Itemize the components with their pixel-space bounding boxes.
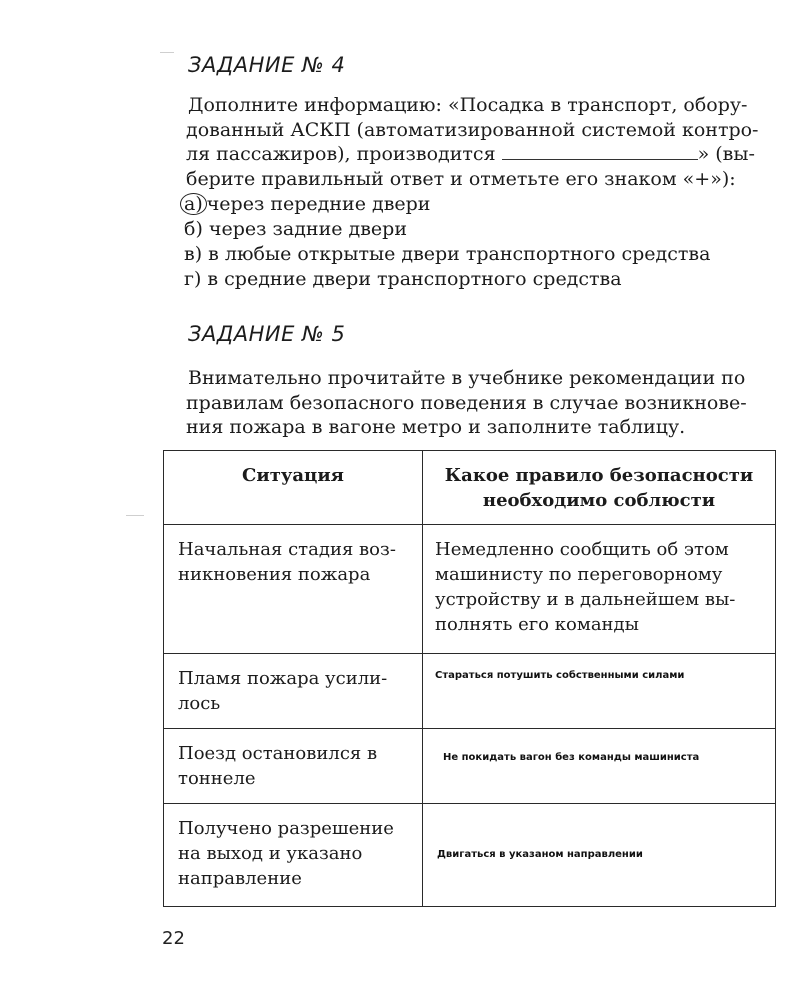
situation-cell: Получено разрешение на выход и указано направление (164, 804, 423, 907)
task5-text (186, 366, 778, 440)
option-c[interactable] (184, 242, 710, 267)
option-b-letter: б) (184, 218, 203, 240)
task4-line-3-end: » (вы- (697, 143, 755, 165)
option-d-text: в средние двери транспортного средства (207, 268, 622, 290)
table-row (164, 525, 776, 654)
task5-line-1: Внимательно прочитайте в учебнике рекомендации по (188, 367, 746, 389)
task4-line-1: Дополните информацию: «Посадка в транспорт, обору- (188, 94, 748, 116)
answer-cell[interactable]: Стараться потушить собственными силами (423, 654, 776, 729)
task4-line-3 (186, 142, 778, 167)
option-b[interactable] (184, 217, 710, 242)
table-row (164, 729, 776, 804)
situation-cell: Пламя пожара усили-лось (164, 654, 423, 729)
answer-cell[interactable]: Двигаться в указаном направлении (423, 804, 776, 907)
option-d[interactable] (184, 267, 710, 292)
option-a[interactable] (184, 192, 710, 217)
task4-line-4: берите правильный ответ и отметьте его знаком «+»): (186, 167, 736, 190)
situation-cell: Начальная стадия воз-никновения пожара (164, 525, 423, 654)
option-a-letter-circled: а) (180, 193, 207, 215)
task5-line-2: правилам безопасного поведения в случае возникнове- (186, 391, 747, 414)
task4-line-2: дованный АСКП (автоматизированной системой контро- (186, 118, 759, 141)
table-row (164, 804, 776, 907)
option-d-letter: г) (184, 268, 202, 290)
safety-rules-table (163, 450, 776, 907)
task5-line-3: ния пожара в вагоне метро и заполните таблицу. (186, 416, 686, 438)
task4-heading: ЗАДАНИЕ № 4 (188, 53, 346, 77)
task5-heading: ЗАДАНИЕ № 5 (188, 322, 346, 346)
header-rule: Какое правило безопасности необходимо соблюсти (423, 451, 776, 525)
rule-cell: Немедленно сообщить об этом машинисту по переговорному устройству и в дальнейшем вы-полнять его команды (423, 525, 776, 654)
page-number: 22 (162, 928, 185, 949)
option-c-text: в любые открытые двери транспортного средства (208, 243, 711, 265)
header-situation: Ситуация (164, 451, 423, 525)
task4-line-3-start: ля пассажиров), производится (186, 143, 496, 165)
answer-cell[interactable]: Не покидать вагон без команды машиниста (423, 729, 776, 804)
answer-blank (502, 143, 698, 160)
table-header-row (164, 451, 776, 525)
option-a-text: через передние двери (206, 193, 431, 215)
table-row (164, 654, 776, 729)
task4-options (184, 192, 710, 292)
option-c-letter: в) (184, 243, 203, 265)
option-b-text: через задние двери (208, 218, 407, 240)
task4-text (186, 93, 778, 191)
situation-cell: Поезд остановился в тоннеле (164, 729, 423, 804)
